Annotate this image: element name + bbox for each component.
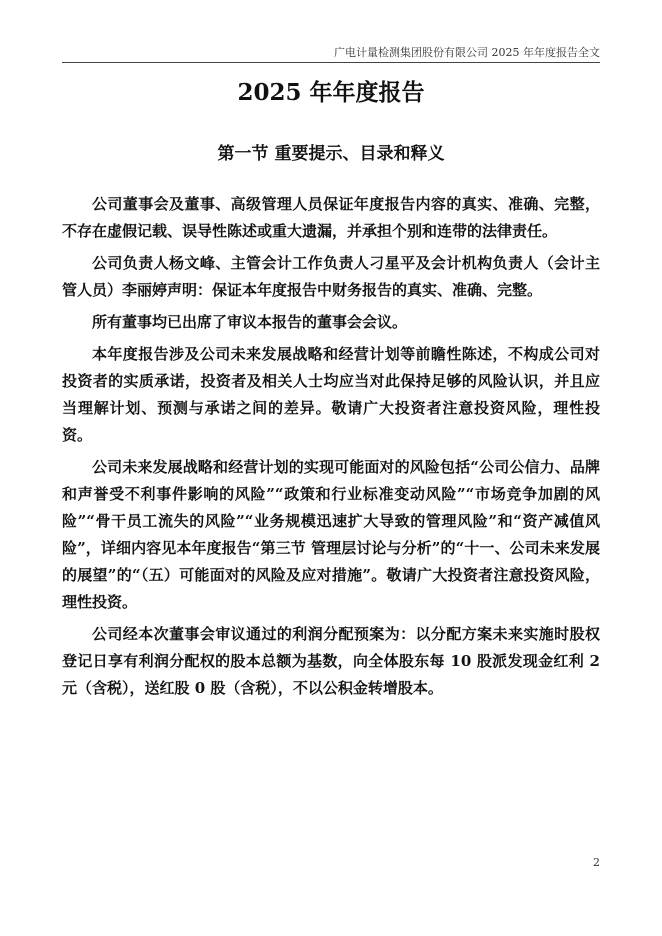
- header-divider: [62, 62, 600, 63]
- report-title: 2025 年年度报告: [237, 79, 425, 106]
- section-title: 第一节 重要提示、目录和释义: [217, 144, 445, 164]
- running-header: 广电计量检测集团股份有限公司 2025 年年度报告全文: [334, 46, 600, 59]
- paragraph-board-guarantee: 公司董事会及董事、高级管理人员保证年度报告内容的真实、准确、完整，不存在虚假记载、误导性陈述或重大遗漏，并承担个别和连带的法律责任。: [62, 195, 600, 240]
- paragraph-risk-factors: 公司未来发展战略和经营计划的实现可能面对的风险包括“公司公信力、品牌和声誉受不利事件影响的风险”“政策和行业标准变动风险”“市场竞争加剧的风险”“骨干员工流失的风险”“业务规模迅速扩大导致的管理风险”和“资产减值风险”，详细内容见本年度报告“第三节 管理层讨论与分析”的“十一、公司未来发展的展望”的“（五）可能面对的风险及应对措施”。敬请广大投资者注意投资风险，理性投资。: [62, 458, 600, 611]
- page-number: 2: [593, 856, 600, 869]
- paragraph-board-attendance: 所有董事均已出席了审议本报告的董事会会议。: [92, 313, 408, 331]
- paragraph-responsible-persons: 公司负责人杨文峰、主管会计工作负责人刁星平及会计机构负责人（会计主管人员）李丽婷声明：保证本年度报告中财务报告的真实、准确、完整。: [62, 254, 600, 299]
- paragraph-forward-looking: 本年度报告涉及公司未来发展战略和经营计划等前瞻性陈述，不构成公司对投资者的实质承诺，投资者及相关人士均应当对此保持足够的风险认识，并且应当理解计划、预测与承诺之间的差异。敬请广大投资者注意投资风险，理性投资。: [62, 345, 600, 444]
- important-notice-body: [62, 191, 600, 702]
- paragraph-profit-distribution: 公司经本次董事会审议通过的利润分配预案为：以分配方案未来实施时股权登记日享有利润分配权的股本总额为基数，向全体股东每 10 股派发现金红利 2 元（含税），送红股 0 股（含税），不以公积金转增股本。: [62, 625, 600, 697]
